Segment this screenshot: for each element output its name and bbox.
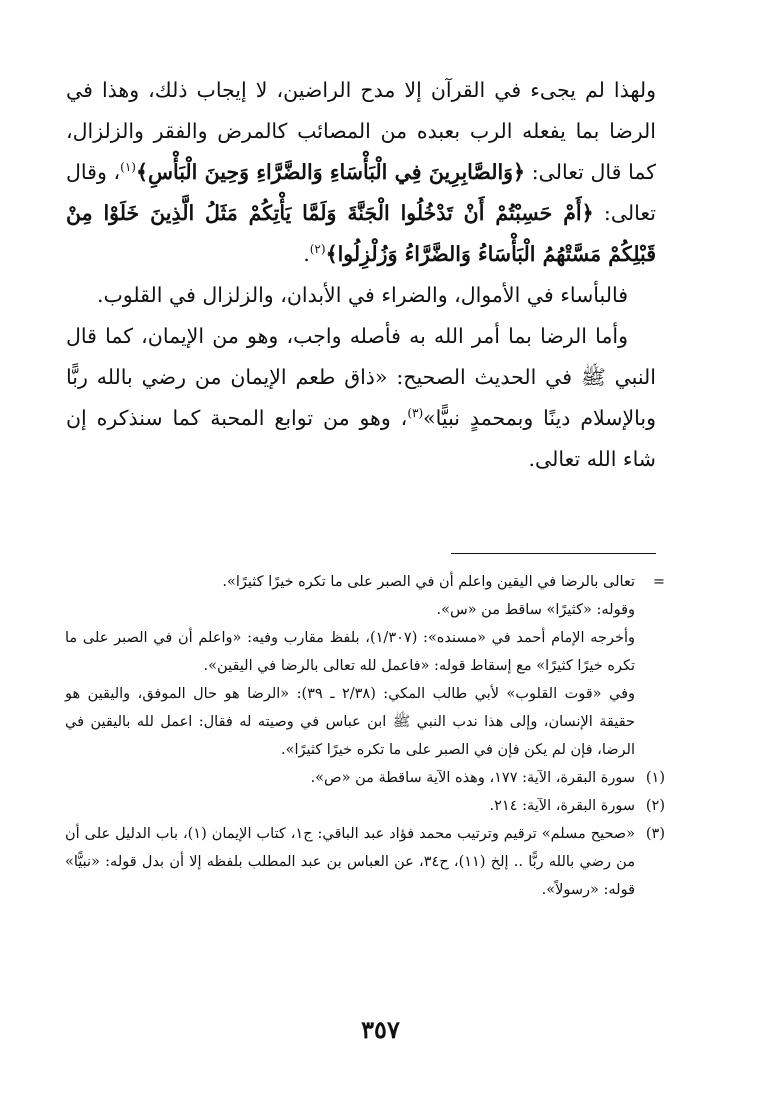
quran-verse-1: ﴿وَالصَّابِرِينَ فِي الْبَأْسَاءِ وَالضَّرَّاءِ وَحِينَ الْبَأْسِ﴾ xyxy=(135,160,526,184)
footnote-2 xyxy=(65,792,665,820)
paragraph-1 xyxy=(66,70,656,275)
footnote-3-text: «صحيح مسلم» ترقيم وترتيب محمد فؤاد عبد الباقي: ج١، كتاب الإيمان (١)، باب الدليل على أن من رضي بالله ربًّا .. إلخ (١١)، ح٣٤، عن العباس بن عبد المطلب بلفظه إلا أن بدل قوله: «نبيًّا» قوله: «رسولاً». xyxy=(65,826,635,898)
para1-text-2: ، وقال تعالى: xyxy=(66,160,656,225)
paragraph-2: فالبأساء في الأموال، والضراء في الأبدان، والزلزال في القلوب. xyxy=(96,283,628,307)
footnote-3 xyxy=(65,820,665,904)
quran-verse-2: ﴿أَمْ حَسِبْتُمْ أَنْ تَدْخُلُوا الْجَنَّةَ وَلَمَّا يَأْتِكُمْ مَثَلُ الَّذِينَ خَلَوْا مِنْ قَبْلِكُمْ مَسَّتْهُمُ الْبَأْسَاءُ وَالضَّرَّاءُ وَزُلْزِلُوا﴾ xyxy=(66,201,656,266)
para1-end: . xyxy=(303,242,310,266)
footnote-continuation xyxy=(65,568,665,764)
main-text xyxy=(66,70,656,480)
paragraph-3 xyxy=(66,316,656,480)
footnote-ref-3[interactable]: (٣) xyxy=(407,406,424,421)
footnote-1-text: سورة البقرة، الآية: ١٧٧، وهذه الآية ساقطة من «ص». xyxy=(310,770,635,786)
footnote-1 xyxy=(65,764,665,792)
footnote-ref-1[interactable]: (١) xyxy=(120,160,136,175)
para1-text-1: ولهذا لم يجىء في القرآن إلا مدح الراضين، لا إيجاب ذلك، وهذا في الرضا بما يفعله الرب بعبده من المصائب كالمرض والفقر والزلزال، كما قال تعالى: xyxy=(66,78,656,184)
footnote-ref-2[interactable]: (٢) xyxy=(309,242,326,257)
footnote-2-marker: (٢) xyxy=(645,798,665,814)
footnote-1-marker: (١) xyxy=(645,770,665,786)
footnote-cont-para-3: وفي «قوت القلوب» لأبي طالب المكي: (٢/٣٨ ـ ٣٩): «الرضا هو حال الموفق، واليقين هو حقيقة الإنسان، وإلى هذا ندب النبي ﷺ ابن عباس في وصيته له فقال: اعمل لله باليقين في الرضا، فإن لم يكن فإن في الصبر على ما تكره خيرًا كثيرًا». xyxy=(65,686,635,758)
footnote-3-marker: (٣) xyxy=(645,826,665,842)
footnote-2-text: سورة البقرة، الآية: ٢١٤. xyxy=(489,798,635,814)
footnote-cont-line-2: وقوله: «كثيرًا» ساقط من «س». xyxy=(436,602,635,618)
para3-text-1: وأما الرضا بما أمر الله به فأصله واجب، وهو من الإيمان، كما قال النبي ﷺ في الحديث الصحيح: «ذاق طعم الإيمان من رضي بالله ربًّا وبالإسلام دينًا وبمحمدٍ نبيًّا» xyxy=(66,324,656,430)
continuation-marker: = xyxy=(652,574,665,590)
footnote-cont-para-2: وأخرجه الإمام أحمد في «مسنده»: (١/٣٠٧)، بلفظ مقارب وفيه: «واعلم أن في الصبر على ما تكره خيرًا كثيرًا» مع إسقاط قوله: «فاعمل لله تعالى بالرضا في اليقين». xyxy=(65,630,636,674)
footnote-cont-line-1: تعالى بالرضا في اليقين واعلم أن في الصبر على ما تكره خيرًا كثيرًا». xyxy=(222,574,635,590)
footnote-separator xyxy=(451,553,656,554)
footnotes xyxy=(65,568,665,904)
page-number: ٣٥٧ xyxy=(361,1015,400,1044)
para3-text-2: ، وهو من توابع المحبة كما سنذكره إن شاء الله تعالى. xyxy=(66,406,656,471)
